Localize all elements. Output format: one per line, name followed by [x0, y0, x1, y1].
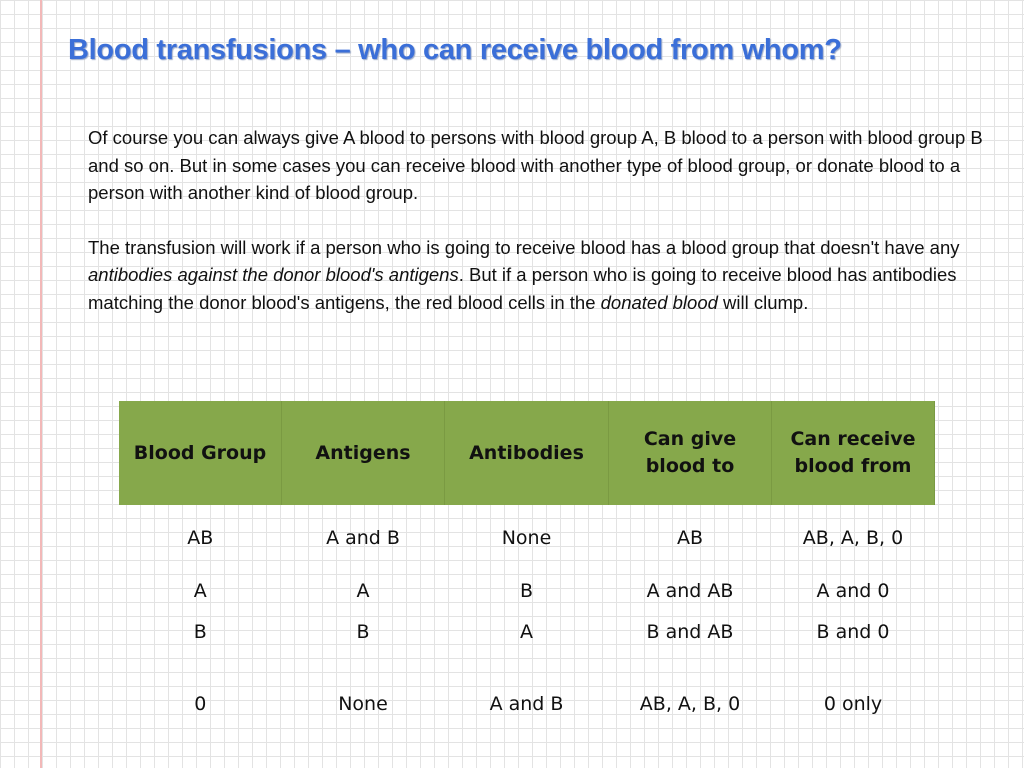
table-cell: B and 0: [816, 621, 890, 643]
paragraph-1: Of course you can always give A blood to persons with blood group A, B blood to a person with blood group B and so on. But in some cases you can receive blood with another type of blood group, or donate blood to a person with another kind of blood group.: [88, 127, 983, 203]
table-cell: A: [356, 580, 370, 602]
table-cell: B: [356, 621, 370, 643]
table-cell: A and 0: [816, 580, 890, 602]
table-row: [119, 611, 935, 653]
paragraph-2: [88, 234, 988, 317]
table-cell: 0: [194, 693, 207, 715]
paragraph-2-part-3: will clump.: [717, 291, 809, 313]
paragraph-2-part-1: The transfusion will work if a person who is going to receive blood has a blood group that doesn't have any: [88, 236, 960, 258]
header-can-receive-from: Can receive blood from: [772, 401, 935, 505]
header-antigens: Antigens: [282, 401, 445, 505]
paragraph-2-part-2: . But if a person who is going to receive blood has antibodies matching the donor blood's antigens, the red blood cells in the: [88, 264, 957, 313]
table-cell: 0 only: [823, 693, 883, 715]
body-text: [88, 124, 988, 343]
paragraph-2-italic-1: antibodies against the donor blood's antigens: [88, 264, 459, 285]
table-cell: B and AB: [646, 621, 734, 643]
table-cell: None: [501, 527, 552, 549]
table-cell: AB, A, B, 0: [639, 693, 741, 715]
table-cell: None: [338, 693, 388, 715]
table-cell: A: [193, 580, 207, 602]
table-cell: A and B: [489, 693, 564, 715]
table-cell: AB: [676, 527, 704, 549]
table-cell: A: [520, 621, 533, 643]
table-cell: A and B: [326, 527, 400, 549]
table-cell: AB: [187, 527, 214, 549]
table-cell: B: [519, 580, 534, 602]
header-blood-group: Blood Group: [119, 401, 282, 505]
header-antibodies: Antibodies: [445, 401, 609, 505]
slide-title: Blood transfusions – who can receive blood from whom?: [68, 34, 842, 66]
table-cell: AB, A, B, 0: [802, 527, 904, 549]
paragraph-2-italic-2: donated blood: [600, 291, 718, 313]
header-can-give-to: Can give blood to: [609, 401, 772, 505]
table-row: [119, 571, 935, 611]
blood-compatibility-table: [119, 401, 935, 755]
table-cell: B: [193, 621, 207, 643]
table-cell: A and AB: [646, 580, 734, 602]
notebook-margin-line: [40, 0, 42, 768]
table-row: [119, 653, 935, 755]
table-row: [119, 505, 935, 571]
table-header-row: [119, 401, 935, 505]
